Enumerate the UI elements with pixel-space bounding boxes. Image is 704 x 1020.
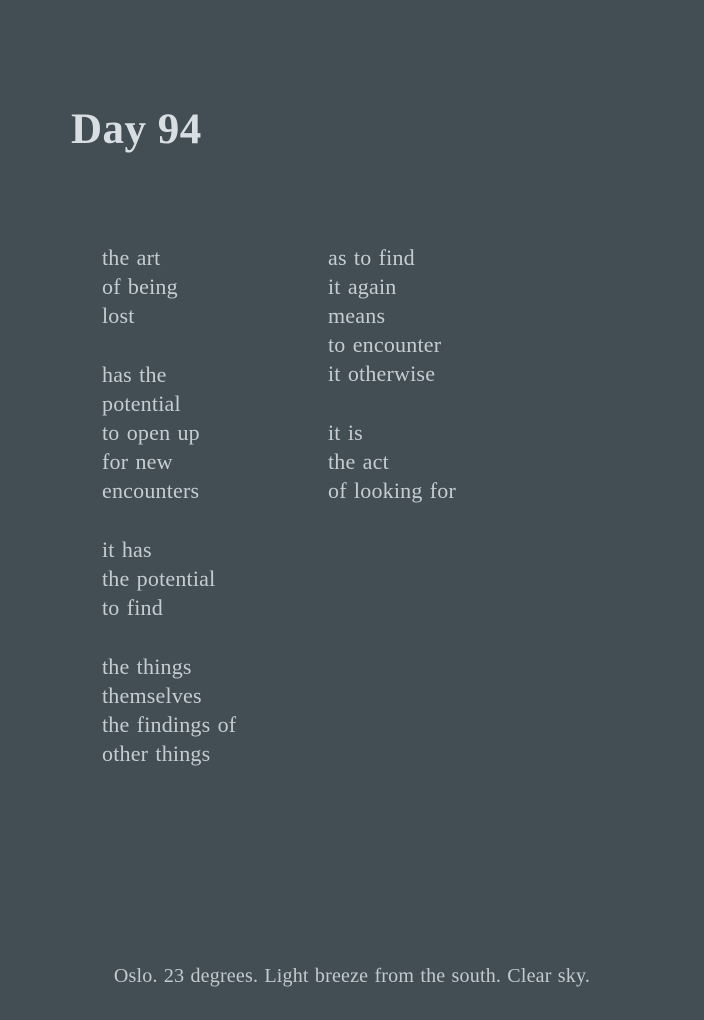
poem-column-left — [102, 243, 236, 768]
poem-line: potential — [102, 391, 181, 416]
poem-line: to find — [102, 595, 163, 620]
footer-status-line: Oslo. 23 degrees. Light breeze from the south. Clear sky. — [113, 965, 591, 987]
poem-line: of being — [102, 274, 178, 299]
poem-line: themselves — [102, 683, 202, 708]
poem-line: the act — [328, 449, 389, 474]
poem-line: the potential — [102, 566, 216, 591]
stanza-3 — [102, 535, 236, 622]
poem-line: of looking for — [328, 478, 457, 503]
stanza-6 — [328, 418, 456, 505]
poem-line: it otherwise — [328, 361, 436, 386]
poem-line: to open up — [102, 420, 200, 445]
poem-line: has the — [102, 362, 167, 387]
stanza-2 — [102, 360, 236, 505]
poem-line: encounters — [102, 478, 200, 503]
poem-line: to encounter — [328, 332, 442, 357]
poem-line: other things — [102, 741, 211, 766]
poem-line: the things — [102, 654, 192, 679]
stanza-5 — [328, 243, 456, 388]
poem-line: the art — [102, 245, 161, 270]
stanza-1 — [102, 243, 236, 330]
poem-line: it is — [328, 420, 363, 445]
stanza-4 — [102, 652, 236, 768]
poem-line: means — [328, 303, 386, 328]
poem-line: it has — [102, 537, 152, 562]
page-title: Day 94 — [71, 106, 202, 153]
poem-line: it again — [328, 274, 397, 299]
poem-line: lost — [102, 303, 135, 328]
poem-column-right — [328, 243, 456, 505]
poem-line: as to find — [328, 245, 415, 270]
poem-line: for new — [102, 449, 173, 474]
poem-line: the findings of — [102, 712, 237, 737]
